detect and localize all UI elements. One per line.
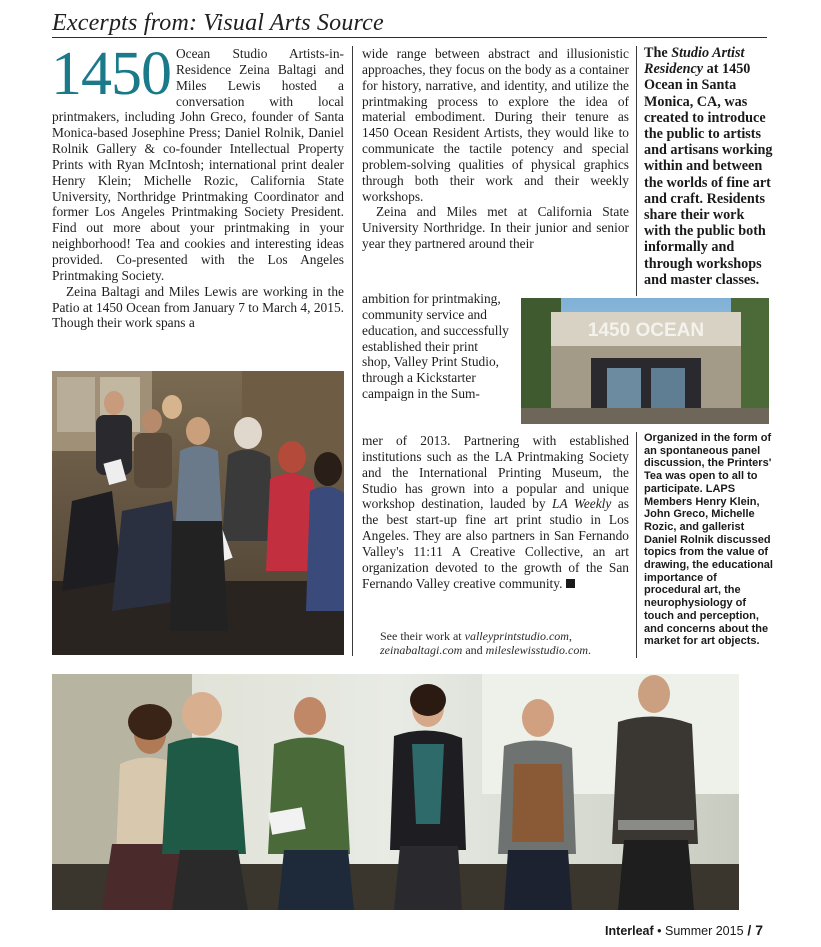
paragraph-approach: wide range between abstract and illusionistic approaches, they focus on the body as a container for history, narrative, and identity, and utilize the printmaking process to explore the idea of material embodiment. During their tenure as 1450 Ocean Resident Artists, they would like to communicate the tactile potency and special problem-solving qualities of physical graphics through both their work and their weekly workshops. bbox=[362, 46, 629, 204]
links-prefix: See their work at bbox=[380, 629, 465, 643]
building-sign: 1450 OCEAN bbox=[587, 320, 705, 341]
article-column-2-wrap bbox=[362, 291, 510, 402]
paragraph-partnering-a: mer of 2013. Partnering with established institutions such as the LA Printmaking Society and the International Printing Museum, the Studio has grown into a popular and unique workshop destination, lauded by bbox=[362, 433, 629, 512]
paragraph-wrap: ambition for printmaking, community service and education, and successfully established their print shop, Valley Print Studio, through a Kickstarter campaign in the Sum- bbox=[362, 291, 509, 402]
links-sep: , bbox=[568, 629, 572, 643]
sidebar-text: at 1450 Ocean in Santa Monica, CA, was created to introduce the public to artists and artisans working within and between the worlds of fine art and craft. Residents share their work with the public both informally and through workshops and master classes. bbox=[644, 61, 773, 288]
link-mileslewisstudio[interactable]: mileslewisstudio.com bbox=[485, 643, 588, 657]
page-number: 7 bbox=[755, 922, 763, 938]
end-mark-icon bbox=[566, 579, 575, 588]
article-column-2-cont bbox=[362, 433, 629, 591]
sidebar-box bbox=[644, 45, 774, 288]
page-header bbox=[52, 8, 767, 38]
panel-photo bbox=[52, 674, 739, 910]
paragraph-partnering bbox=[362, 433, 629, 591]
footer-issue: Summer 2015 bbox=[665, 924, 744, 938]
link-zeinabaltagi[interactable]: zeinabaltagi.com bbox=[380, 643, 463, 657]
footer-dot: • bbox=[653, 924, 666, 938]
link-valleyprintstudio[interactable]: valleyprintstudio.com bbox=[464, 629, 569, 643]
sidebar-the: The bbox=[644, 45, 672, 61]
paragraph-intro bbox=[51, 40, 344, 284]
audience-photo bbox=[52, 371, 344, 655]
column-rule-1 bbox=[352, 46, 353, 656]
sidebar-emphasis: Studio Artist Residency bbox=[644, 45, 745, 78]
paragraph-intro-text: Ocean Studio Artists-in-Residence Zeina Baltagi and Miles Lewis hosted a conversation with local printmakers, including John Greco, founder of Santa Monica-based Josephine Press; Daniel Rolnik, Daniel Rolnik Gallery & co-founder Intellectual Property Prints with Ryan McIntosh; international print dealer Henry Klein; Michelle Rozic, California State University, Northridge Printmaking Coordinator and former Los Angeles Printmaking Society President. Find out more about your printmaking in your neighborhood! Tea and cookies and interesting ideas provided. Co-presented with the Los Angeles Printmaking Society. bbox=[52, 46, 344, 283]
article-column-1 bbox=[51, 40, 344, 366]
page-title: Excerpts from: Visual Arts Source bbox=[52, 10, 384, 36]
photo-caption: Organized in the form of an spontaneous panel discussion, the Printers' Tea was open to all to participate. LAPS Members Henry Klein, John Greco, Michelle Rozic, and gallerist Daniel Rolnik discussed topics from the value of drawing, the educational importance of procedural art, the neurophysiology of touch and perception, and concerns about the market for art objects. bbox=[644, 432, 773, 648]
paragraph-met: Zeina and Miles met at California State University Northridge. In their junior and senior year they partnered around their bbox=[362, 204, 629, 252]
building-photo bbox=[521, 298, 769, 424]
column-rule-2 bbox=[636, 46, 637, 296]
page-footer bbox=[605, 922, 763, 938]
article-column-2 bbox=[362, 46, 629, 252]
column-rule-3 bbox=[636, 432, 637, 658]
la-weekly: LA Weekly bbox=[552, 496, 612, 512]
footer-slash: / bbox=[743, 922, 756, 938]
links-end: . bbox=[587, 643, 591, 657]
links-line bbox=[380, 629, 640, 657]
drop-cap: 1450 bbox=[51, 40, 171, 108]
links-and: and bbox=[462, 643, 486, 657]
paragraph-partnering-b: as the best start-up fine art print studio in Los Angeles. They are also partners in San Fernando Valley's 11:11 A Creative Collective, an art organization devoted to the growth of the San Fernando Valley creative community. bbox=[362, 496, 629, 591]
footer-brand: Interleaf bbox=[605, 924, 654, 938]
paragraph-residency: Zeina Baltagi and Miles Lewis are working in the Patio at 1450 Ocean from January 7 to March 4, 2015. Though their work spans a bbox=[52, 283, 344, 331]
